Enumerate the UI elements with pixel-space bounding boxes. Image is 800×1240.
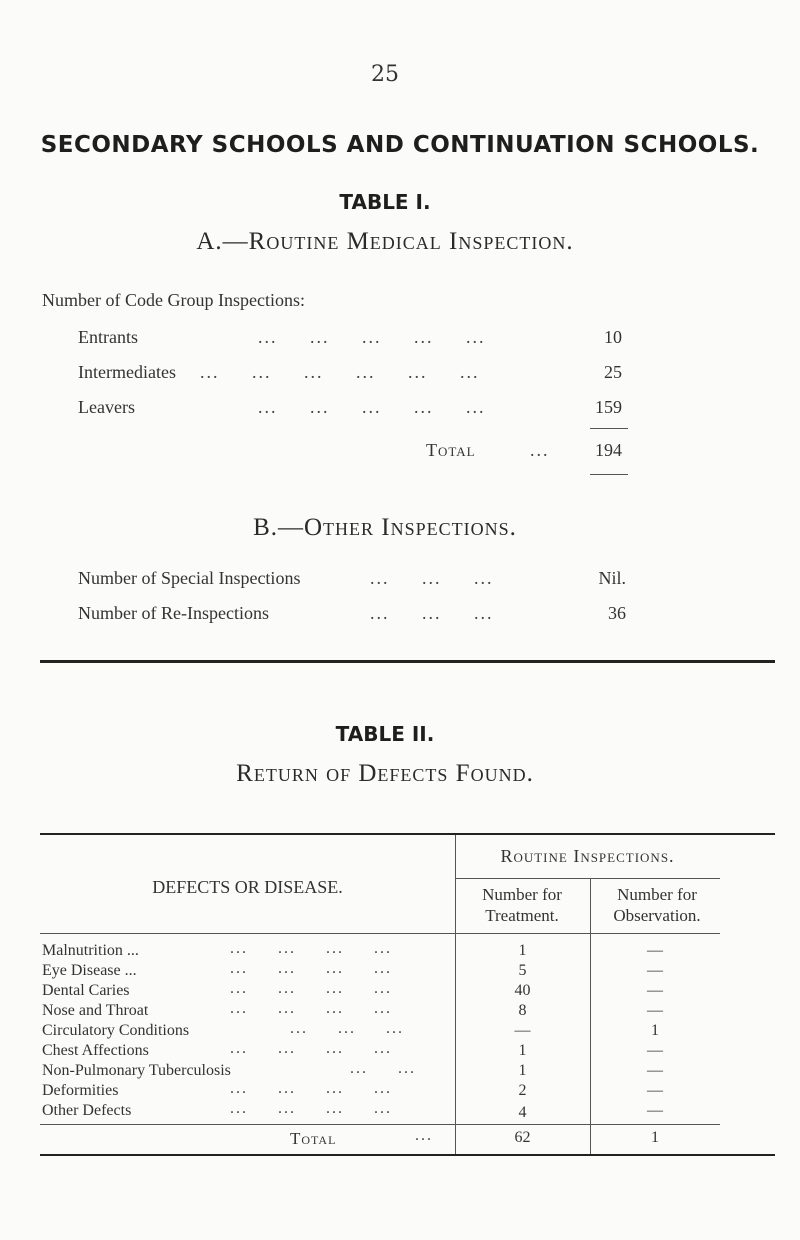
defect-label: Other Defects — [42, 1102, 132, 1119]
observation-column-header: Number for Observation. — [613, 885, 701, 925]
leader-dots: ... ... ... ... — [230, 1000, 392, 1017]
defect-label: Eye Disease ... — [42, 962, 137, 979]
total-observation: 1 — [651, 1129, 659, 1146]
page-number: 25 — [371, 62, 399, 87]
treatment-value: 5 — [518, 962, 527, 979]
routine-inspections-header: Routine Inspections. — [500, 846, 675, 866]
defects-column-header: DEFECTS OR DISEASE. — [152, 877, 343, 897]
total-treatment: 62 — [514, 1129, 531, 1146]
row-value: 159 — [595, 397, 622, 417]
row-label: Leavers — [78, 397, 135, 417]
total-label: Total — [290, 1129, 337, 1148]
row-value: Nil. — [598, 568, 626, 588]
section-divider — [40, 660, 775, 663]
defect-label: Malnutrition ... — [42, 942, 139, 959]
total-value: 194 — [595, 440, 622, 460]
subtotal-rule — [590, 428, 628, 429]
observation-value: 1 — [651, 1022, 659, 1039]
observation-value: — — [647, 1062, 663, 1079]
leader-dots: ... ... ... ... — [230, 1080, 392, 1097]
row-value: 25 — [604, 362, 622, 382]
observation-value: — — [647, 982, 663, 999]
table-bottom-rule — [40, 1154, 775, 1156]
leader-dots: ... ... ... ... ... — [258, 397, 486, 417]
row-label: Entrants — [78, 327, 138, 347]
observation-value: — — [647, 1082, 663, 1099]
treatment-value: 2 — [518, 1082, 527, 1099]
table-2-subtitle: Return of Defects Found. — [236, 760, 534, 787]
leader-dots: ... ... ... ... ... — [258, 327, 486, 347]
treatment-value: 4 — [518, 1104, 527, 1121]
row-value: 10 — [604, 327, 622, 347]
treatment-value: 40 — [514, 982, 531, 999]
observation-value: — — [647, 962, 663, 979]
header-bottom-rule — [40, 933, 720, 934]
row-label: Number of Special Inspections — [78, 568, 301, 588]
treatment-value: 8 — [518, 1002, 527, 1019]
defect-label: Chest Affections — [42, 1042, 149, 1059]
treatment-value: 1 — [518, 1042, 527, 1059]
table-1-title: TABLE I. — [339, 190, 431, 214]
leader-dots: ... — [530, 440, 550, 460]
treatment-column-header: Number for Treatment. — [482, 885, 562, 925]
row-label: Intermediates — [78, 362, 176, 382]
table-2-title: TABLE II. — [335, 722, 435, 746]
defect-label: Dental Caries — [42, 982, 130, 999]
observation-value: — — [647, 1042, 663, 1059]
leader-dots: ... ... ... — [370, 568, 494, 588]
section-a-intro: Number of Code Group Inspections: — [42, 290, 305, 310]
defect-label: Circulatory Conditions — [42, 1022, 190, 1039]
total-top-rule — [40, 1124, 720, 1125]
leader-dots: ... ... ... ... ... ... — [200, 362, 480, 382]
leader-dots: ... ... ... ... — [230, 980, 392, 997]
defect-label: Nose and Throat — [42, 1002, 149, 1019]
leader-dots: ... ... ... — [290, 1020, 404, 1037]
observation-value: — — [647, 942, 663, 959]
observation-value: — — [647, 1002, 663, 1019]
row-value: 36 — [608, 603, 626, 623]
page-title: SECONDARY SCHOOLS AND CONTINUATION SCHOOLS. — [40, 132, 760, 158]
observation-value: — — [647, 1102, 663, 1119]
total-label: Total — [426, 440, 476, 460]
group-header-rule — [455, 878, 720, 879]
defect-label: Deformities — [42, 1082, 119, 1099]
leader-dots: ... ... ... ... — [230, 960, 392, 977]
row-label: Number of Re-Inspections — [78, 603, 269, 623]
total-rule — [590, 474, 628, 475]
section-a-title: A.—Routine Medical Inspection. — [196, 228, 574, 255]
leader-dots: ... ... ... ... — [230, 940, 392, 957]
treatment-value: 1 — [518, 942, 527, 959]
leader-dots: ... ... — [350, 1060, 416, 1077]
section-b-title: B.—Other Inspections. — [253, 514, 517, 541]
leader-dots: ... ... ... — [370, 603, 494, 623]
leader-dots: ... — [415, 1127, 433, 1144]
defect-label: Non-Pulmonary Tuberculosis — [42, 1062, 231, 1079]
leader-dots: ... ... ... ... — [230, 1040, 392, 1057]
leader-dots: ... ... ... ... — [230, 1100, 392, 1117]
table-top-rule — [40, 833, 775, 835]
treatment-value: — — [514, 1022, 531, 1039]
treatment-value: 1 — [518, 1062, 527, 1079]
